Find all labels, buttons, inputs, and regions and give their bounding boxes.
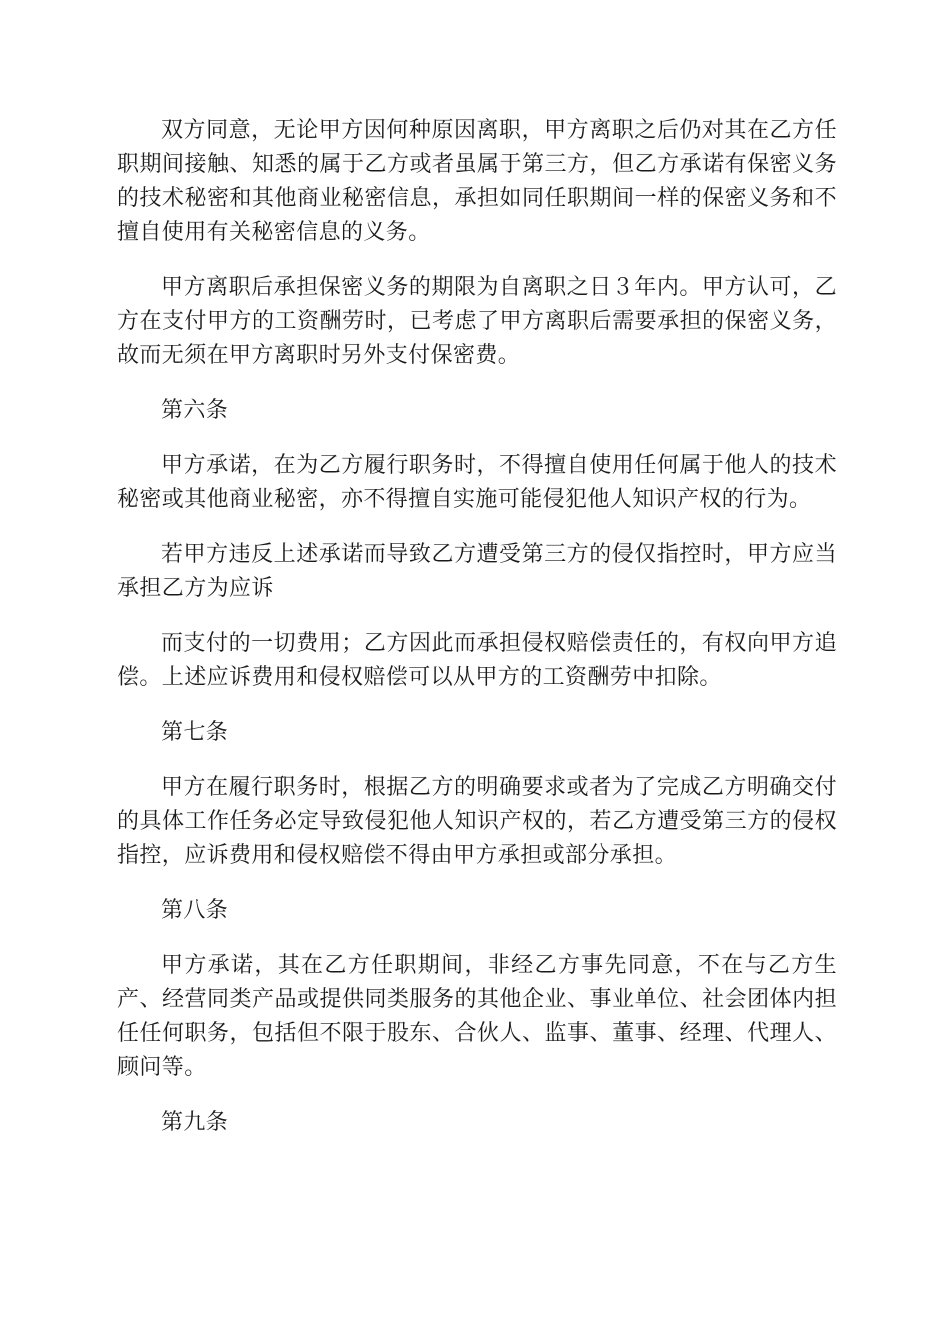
- paragraph-article-6-violation: 若甲方违反上述承诺而导致乙方遭受第三方的侵仅指控时，甲方应当承担乙方为应诉: [117, 542, 837, 601]
- article-heading-6: 第六条: [161, 398, 229, 423]
- paragraph-article-8: 甲方承诺，其在乙方任职期间，非经乙方事先同意，不在与乙方生产、经营同类产品或提供同类服务的其他企业、事业单位、社会团体内担任任何职务，包括但不限于股东、合伙人、监事、董事、经理、代理人、顾问等。: [117, 953, 837, 1080]
- paragraph-confidentiality-after-resignation: 双方同意，无论甲方因何种原因离职，甲方离职之后仍对其在乙方任职期间接触、知悉的属于乙方或者虽属于第三方，但乙方承诺有保密义务的技术秘密和其他商业秘密信息，承担如同任职期间一样的保密义务和不擅自使用有关秘密信息的义务。: [117, 118, 837, 245]
- paragraph-article-6-costs: 而支付的一切费用；乙方因此而承担侵权赔偿责任的，有权向甲方追偿。上述应诉费用和侵权赔偿可以从甲方的工资酬劳中扣除。: [117, 631, 837, 690]
- article-heading-8: 第八条: [161, 898, 229, 923]
- paragraph-confidentiality-period: 甲方离职后承担保密义务的期限为自离职之日３年内。甲方认可，乙方在支付甲方的工资酬劳时，已考虑了甲方离职后需要承担的保密义务，故而无须在甲方离职时另外支付保密费。: [117, 275, 837, 368]
- paragraph-article-6-commitment: 甲方承诺，在为乙方履行职务时，不得擅自使用任何属于他人的技术秘密或其他商业秘密，亦不得擅自实施可能侵犯他人知识产权的行为。: [117, 453, 837, 512]
- article-heading-9: 第九条: [161, 1110, 229, 1135]
- paragraph-article-7: 甲方在履行职务时，根据乙方的明确要求或者为了完成乙方明确交付的具体工作任务必定导致侵犯他人知识产权的，若乙方遭受第三方的侵权指控，应诉费用和侵权赔偿不得由甲方承担或部分承担。: [117, 775, 837, 868]
- article-heading-7: 第七条: [161, 720, 229, 745]
- document-body: [117, 114, 837, 1161]
